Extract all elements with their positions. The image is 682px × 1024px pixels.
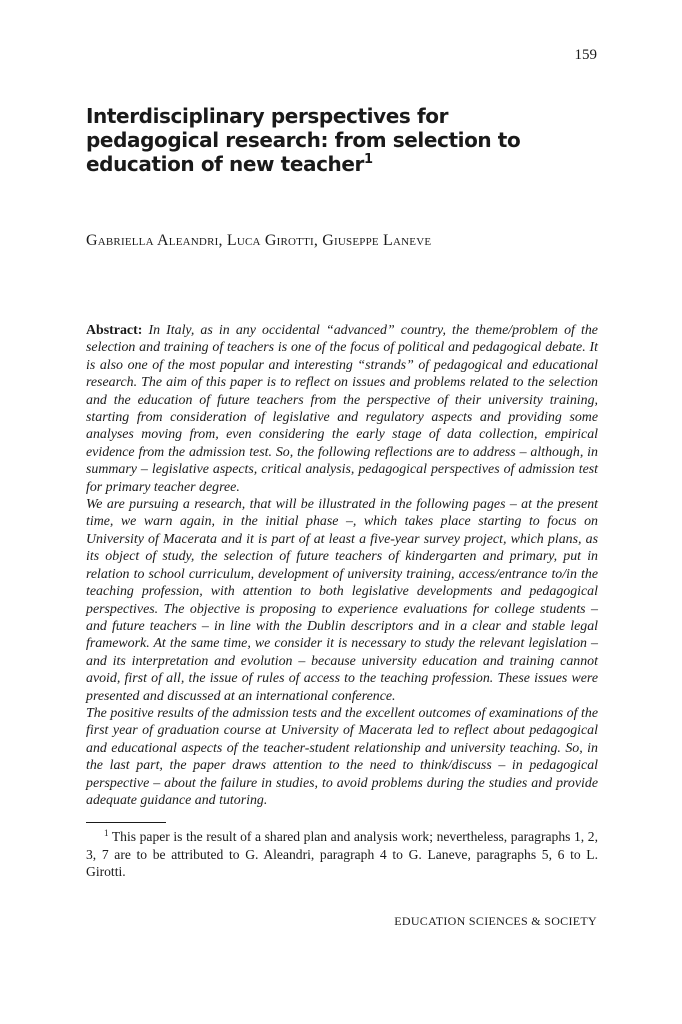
footnote	[86, 828, 598, 881]
title-footnote-marker: 1	[364, 152, 373, 167]
abstract-text: In Italy, as in any occidental “advanced” country, the theme/problem of the selection and training of teachers is one of the focus of political and pedagogical debate. It is also one of the most popular and interesting “strands” of pedagogical and educational research. The aim of this paper is to reflect on issues and problems related to the selection and the education of future teachers from the perspective of their university training, starting from consideration of legislative and regulatory aspects and providing some analyses moving from, even considering the early stage of data collection, empirical evidence from the admission test. So, the following reflections are to address – although, in summary – legislative aspects, critical analysis, pedagogical perspectives of admission test for primary teacher degree.	[86, 323, 598, 495]
footnote-text: This paper is the result of a shared plan and analysis work; nevertheless, paragraphs 1, 2, 3, 7 are to be attributed to G. Aleandri, paragraph 4 to G. Laneve, paragraphs 5, 6 to L. Girotti.	[86, 829, 598, 879]
running-footer: EDUCATION SCIENCES & SOCIETY	[394, 914, 597, 928]
title-text: Interdisciplinary perspectives for pedagogical research: from selection to education of new teacher	[86, 104, 521, 176]
abstract	[86, 322, 598, 809]
footnote-marker: 1	[104, 828, 109, 838]
author-list: Gabriella Aleandri, Luca Girotti, Giuseppe Laneve	[86, 232, 432, 249]
footnote-divider	[86, 822, 166, 823]
abstract-paragraph	[86, 322, 598, 496]
abstract-paragraph: The positive results of the admission tests and the excellent outcomes of examinations of the first year of graduation course at University of Macerata led to reflect about pedagogical and educational aspects of the teacher-student relationship and university teaching. So, in the last part, the paper draws attention to the need to think/discuss – in pedagogical perspective – about the failure in studies, to avoid problems during the studies and provide adequate guidance and tutoring.	[86, 705, 598, 808]
article-title	[86, 104, 586, 176]
page-number: 159	[574, 47, 597, 63]
abstract-paragraph: We are pursuing a research, that will be illustrated in the following pages – at the present time, we warn again, in the initial phase –, which takes place starting to focus on University of Macerata and it is part of at least a five-year survey project, which plans, as its object of study, the selection of future teachers of kindergarten and primary, put in relation to school curriculum, development of university training, access/entrance to/in the teaching profession, with attention to both legislative developments and pedagogical perspectives. The objective is proposing to experience evaluations for college students – and future teachers – in line with the Dublin descriptors and in a clear and stable legal framework. At the same time, we consider it is necessary to study the relevant legislation – and its interpretation and evolution – because university education and training cannot avoid, first of all, the issue of rules of access to the teaching profession. These issues were presented and discussed at an international conference.	[86, 497, 598, 704]
abstract-label: Abstract:	[86, 323, 143, 338]
